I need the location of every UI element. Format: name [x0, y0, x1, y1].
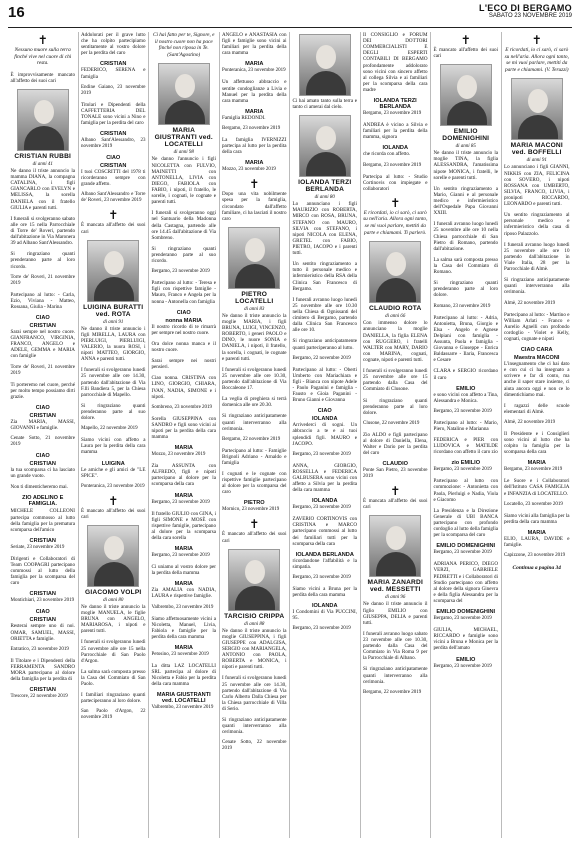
signature-name: LUIGINA [101, 460, 125, 467]
notice-text: Si ringraziano quanti prenderanno parte al loro dolore. [433, 280, 498, 299]
notice-text: Ne danno il triste annuncio il figlio EMILIO con GIUSEPPA, DELIA e parenti tutti. [363, 601, 428, 626]
place-date: Sombreno, 23 novembre 2019 [151, 404, 213, 410]
place-date: Bergamo, 23 novembre 2019 [292, 626, 351, 632]
place-date: Cenate Sotto, 21 novembre 2019 [10, 436, 75, 448]
obituary-columns [8, 32, 572, 838]
place-date: Bergamo, 23 novembre 2019 [433, 467, 492, 473]
deceased-name: CRISTIAN RUBBI [14, 153, 72, 161]
notice-text: Si ringraziano anticipatamente quanti parteciperanno al lutto. [292, 338, 357, 351]
signature-name: EMILIO DOMENIGHINI [436, 609, 496, 616]
notice-text: Con immenso dolore lo annunciano la moglie DANIELLA, la figlia ELENA con RUGGERO, i fratelli WALTER con MARY, DARIO con MARINA, cognati, cognate, nipoti e parenti tutti. [363, 320, 428, 363]
notice-text: la tua scomparsa ci ha lasciato un grande vuoto. [10, 467, 75, 480]
signature-name: EMILIO DOMENIGHINI [436, 543, 496, 550]
notice-text: Il Presidente e i Consiglieri sono vicini al lutto che ha colpito la famiglia per la scomparsa della cara [504, 430, 570, 456]
portrait-photo [17, 89, 69, 151]
place-date: Valbrembo, 23 novembre 2019 [151, 604, 214, 610]
deceased-age: di anni 88 [244, 621, 265, 627]
portrait-torso [94, 277, 134, 302]
notice-text: È improvvisamente mancato all'affetto dei suoi cari [10, 71, 75, 84]
place-date: Bergamo, 23 novembre 2019 [292, 451, 351, 457]
notice-text: GIULIA, MICHAEL, RICCARDO e famiglie sono vicini a Bruna e Monica per la perdita dell'amato [433, 627, 498, 652]
page-number: 16 [8, 4, 25, 21]
column-4 [220, 32, 291, 838]
notice-label: CIAO [35, 609, 50, 616]
notice-text: Ne danno il triste annuncio la mamma DIANA, la compagna CATALINA, i figli GIANCARLO con EVELYN e MELISSA, la sorella DANIELA con il fratello GIULIA e parenti tutti. [10, 168, 75, 211]
notice-text: e sono vicini con affetto a Tina, Alessandra e Monica. [433, 391, 498, 404]
notice-text: I tuoi COSCRITTI del 1978 ti ricorderanno sempre con grande affetto. [81, 169, 146, 188]
notice-text: Partecipano al lutto con commozione: - Antonietta con Paola, Pierluigi e Nadia, Viola e Giacomo [433, 478, 498, 503]
newspaper-name: L'ECO DI BERGAMO [479, 3, 572, 13]
place-date: Ponteranica, 23 novembre 2019 [81, 483, 145, 489]
notice-text: Ne danno il triste annuncio i figli MIRELLA, LAURA con PIERLUIGI, PIERLUIGI, VALERIO, la nuora ROSI, i nipoti MATTEO, GIORGIO, ANNA e parenti tutti. [81, 325, 146, 363]
place-date: Albano Sant'Alessandro e Torre de' Roveri, 23 novembre 2019 [81, 192, 146, 204]
notice-text: Siamo vicini con affetto a Laura per la perdita della cara mamma [81, 437, 146, 456]
notice-text: ANNA, GIORGIO, ROSSELLA e FEDERICA GALBUSERA sono vicini con affetto a Silvia per la perdita della cara mamma [292, 462, 357, 494]
notice-text: È mancata all'affetto dei suoi cari [81, 222, 146, 235]
portrait-photo [369, 241, 421, 303]
notice-text: Lo annunciano i figli GIANNI, NIKKIS con ZIA, FELICINA con SOVERO, i nipoti ROSSANA con UMBERTO, SILVIA, FRANCO, LIVIA, i pronipoti RICCARDO, LEONARDO e parenti tutti. [504, 164, 570, 208]
place-date: Bergamo, 23 novembre 2019 [363, 111, 422, 117]
place-date: Capizzone, 23 novembre 2019 [504, 553, 566, 559]
notice-text: MICHELE COLLEONI partecipa commosso al lutto della famiglia per la prematura scomparsa dell'amico [10, 508, 75, 533]
notice-text: I ragazzi delle scuole elementari di Almè. [504, 402, 570, 415]
notice-label: ZIO ADELINO E FAMIGLIA. [22, 495, 64, 508]
place-date: Bergamo, 23 novembre 2019 [433, 663, 492, 669]
deceased-name: IOLANDA TERZI BERLANDA [298, 179, 352, 194]
portrait-head [528, 89, 548, 113]
signature-name: EMILIO [456, 656, 476, 663]
portrait-torso [94, 562, 134, 587]
portrait-head [245, 238, 265, 262]
notice-text: La veglia di preghiera si terrà domenica alle ore 20.30. [222, 396, 287, 409]
signature-name: zio EMILIO [451, 460, 481, 467]
notice-text: Ora dolce nonna manca e il nostro cuore. [151, 340, 216, 353]
notice-text: I funerali avranno luogo lunedì 25 novembre alle ore 10 nella Chiesa parrocchiale di San Pietro di Romano, partendo dall'abitazione. [433, 221, 498, 252]
deceased-age: di anni 91 [103, 319, 124, 325]
notice-text: La salma sarà composta presso la Casa del Commiato di San Paolo. [81, 668, 146, 688]
deceased-name: TARCISIO CRIPPA [224, 612, 285, 620]
portrait-torso [306, 71, 346, 96]
column-8 [502, 32, 573, 838]
place-date: Bergamo, 23 novembre 2019 [222, 125, 281, 131]
notice-text: I funerali avranno luogo lunedì 25 novembre alle ore 10.30 nella Chiesa di Ognissanti del cimitero di Bergamo, partendo dalla Clinica San Francesco alle ore 10. [292, 296, 357, 334]
place-date: Mornico, 23 novembre 2019 [222, 507, 280, 513]
notice-label: CIAO CARA [520, 347, 553, 354]
signature-name: CLAUDIO [382, 461, 408, 468]
notice-text: I funerali avranno luogo lunedì 25 novembre alle ore 10 partendo dall'abitazione in Viale Italia, 28 per la Parrocchiale di Almè. [504, 241, 570, 273]
notice-text: ANDREA è vicino a Silvia e familiari per la perdita della mamma, signora [363, 122, 428, 141]
notice-text: ZAVERIO CORTINOVIS con CRISTINA e MARCO partecipano commossi al lutto dei familiari tutti per la scomparsa della cara [292, 516, 357, 547]
signature-name: CRISTIAN [29, 537, 56, 544]
place-date: Bergamo, 23 novembre 2019 [433, 616, 492, 622]
notice-text: È mancato all'affetto dei suoi cari [433, 47, 498, 60]
portrait-head [175, 74, 195, 98]
notice-label: CIAO [35, 453, 50, 460]
epigraph-quote: E ricordati, io ci sarò, ci sarò su nell'aria. Allora ogni tanto, se mi vuoi parlare, mettiti da parte e chiamami. (V. Teruzzi) [504, 47, 569, 73]
signature-name: IOLANDA [312, 416, 338, 423]
portrait-torso [165, 100, 205, 125]
place-date: Seriate, 23 novembre 2019 [10, 544, 65, 550]
portrait-torso [306, 152, 346, 177]
notice-text: È mancata all'affetto dei suoi cari [363, 498, 428, 511]
column-7 [431, 32, 502, 838]
signature-name: CRISTIAN [29, 323, 56, 330]
deceased-age: di anni 96 [385, 595, 406, 601]
deceased-name: MARIA ZANARDI ved. MESSETTI [367, 579, 423, 594]
notice-text: Partecipano al lutto: - Martino e William Arlati - Franco e Aurelio Agnelli con profondo cordoglio - Violet e Kelly, cognati, cognate e nipoti [504, 311, 570, 342]
page-header [8, 4, 572, 28]
notice-text: Addolorati per il grave lutto che ha colpito partecipiamo sentitamente al vostro dolore per la perdita del caro [81, 32, 146, 57]
deceased-name: GIACOMO VOLPI [85, 588, 142, 596]
place-date: Mozzo, 23 novembre 2019 [222, 167, 276, 173]
signature-name: MARIA [174, 492, 193, 499]
signature-name: MARIA [245, 61, 264, 68]
notice-text: Famiglia REDONDI. [222, 114, 266, 121]
cross-icon: ✝ [249, 517, 260, 532]
portrait-photo [511, 78, 563, 140]
notice-text: Partecipano al lutto: - Oberti Umberto con Mariachiara e figli - Bianca con nipote Adele - Paolo Paganini e famiglia - Fausto e Gioia Paganini - Bruno Gianni e Giovanna [292, 366, 357, 404]
notice-text: FEDERICA e PIER con LUDOVICA e MATILDE ricordano con affetto il caro zio [433, 437, 498, 456]
notice-text: È mancato all'affetto dei suoi cari [222, 531, 287, 544]
place-date: Almè, 22 novembre 2019 [504, 419, 556, 425]
place-date: Bergamo, 22 novembre 2019 [292, 355, 351, 361]
notice-text: L'insegnamento che ci hai dato e con cui ci ha insegnato a scrivere e far di conto, ma anche il saper stare insieme, ci aiuta ancora oggi e non ce lo dimentichiamo mai. [504, 361, 570, 398]
signature-name: IOLANDA [312, 603, 338, 610]
signature-name: IOLANDA TERZI BERLANDA [373, 98, 417, 111]
place-date: Bergamo, 23 novembre 2019 [151, 269, 210, 275]
notice-text: Non ti dimenticheremo mai. [10, 484, 68, 491]
portrait-head [457, 75, 477, 99]
notice-text: La Presidenza e la Direzione Generale di UBI BANCA partecipano con profondo cordoglio al lutto della famiglia per la scomparsa del caro [433, 507, 499, 539]
notice-text: Ci hai amato tanto sulla terra e tanto ci amerai dal cielo. [292, 98, 357, 111]
notice-label: CIAO [317, 408, 332, 415]
notice-text: Ne danno il triste annuncio la moglie TINA, la figlia ALESSANDRA, l'amatissima nipote MONICA, i fratelli, le sorelle e parenti tutti. [433, 150, 498, 181]
signature-name: CRISTIAN [29, 461, 56, 468]
place-date: Ponteranica, 23 novembre 2019 [222, 68, 286, 74]
notice-text: Il CONSIGLIO e FORUM DEI DOTTORI COMMERCIALISTI E DEGLI ESPERTI CONTABILI DI BERGAMO profondamente addolorato sono vicini con sincero affetto al collega Silvia e ai familiari per la scomparsa della cara madre [363, 32, 428, 93]
cross-icon: ✝ [108, 208, 119, 223]
notice-text: Titolari e Dipendenti della CAFFETTERIA DEL TONALE sono vicini a Nino e famiglia per la perdita del caro [81, 101, 146, 126]
notice-text: I funerali si svolgeranno lunedì 25 novembre alle ore 14.30, partendo dall'abitazione di Via F.lli Bandiera 5, per la Chiesa parrocchiale di Mapello. [81, 367, 146, 398]
place-date: San Paolo d'Argon, 22 novembre 2019 [81, 709, 146, 721]
notice-text: Partecipano al lutto: - Carla, Ezio, Viviana - Matteo, Rossana, Giulia - Marina [10, 291, 75, 310]
notice-text: ANGELO e ANASTASIA con figli e famiglie sono vicini ai familiari per la perdita della cara mamma [222, 32, 287, 57]
place-date: Endine Gaiano, 23 novembre 2019 [81, 84, 146, 96]
signature-name: MARIA [174, 645, 193, 652]
deceased-name: MARIA MACONI ved. BOFFELLI [510, 142, 563, 157]
signature-name: CRISTIAN [100, 131, 127, 138]
notice-text: Ciao nonna. CRISTINA con LINO, GIORGIO, CHIARA, IVAN, NADIA, SIMONE e i nipoti. [151, 375, 216, 400]
portrait-head [316, 126, 336, 150]
epigraph-quote: E ricordati, io ci sarò, ci sarò su nell'aria. Allora ogni tanto, se mi vuoi parlare, mettiti da parte e chiamami. Ti parlerò. [363, 209, 428, 236]
notice-text: che ricorda con affetto. [363, 151, 411, 158]
place-date: Entratico, 23 novembre 2019 [10, 646, 69, 652]
portrait-photo [369, 515, 421, 577]
portrait-torso [235, 586, 275, 611]
signature-name: MARIA GIUSTRANTI ved. LOCATELLI [156, 692, 211, 705]
notice-text: I familiari ringraziano quanti parteciperanno al loro dolore. [81, 692, 146, 705]
place-date: Almè, 22 novembre 2019 [504, 300, 556, 306]
place-date: Montichiari, 23 novembre 2019 [10, 598, 75, 604]
signature-name: MARIA [174, 445, 193, 452]
portrait-torso [24, 126, 64, 151]
epigraph-quote: Ci hai fatto per te, Signore, e il nostro cuore non ha pace finché non riposa in Te. (Sant'Agostino) [152, 32, 215, 58]
deceased-age: di anni 98 [173, 150, 194, 156]
place-date: Albano Sant'Alessandro, 23 novembre 2019 [81, 138, 146, 150]
deceased-age: di anni 41 [32, 162, 53, 168]
place-date: Romano, 23 novembre 2019 [433, 303, 491, 309]
place-date: Bergamo, 22 novembre 2019 [363, 689, 422, 695]
deceased-age: di anni 83 [244, 306, 265, 312]
notice-text: Un sentito ringraziamento al personale medico e infermieristico della casa di riposo Palazzolo. [504, 212, 570, 237]
deceased-age: di anni 91 [526, 158, 547, 164]
deceased-name: CLAUDIO ROTA [369, 305, 422, 313]
notice-text: Siamo vicini a Bruna per la perdita della cara mamma [292, 586, 357, 599]
deceased-name: PIETRO LOCATELLI [235, 290, 274, 305]
notice-text: Il nostro ricordo di te rimarrà per sempre nel nostro cuore. [151, 323, 216, 336]
place-date: Cenate Sotto, 22 novembre 2019 [222, 740, 287, 752]
notice-text: La famiglia IVERNIZZI partecipa al lutto per la perdita della cara [222, 136, 287, 156]
portrait-photo [87, 240, 139, 302]
issue-date: SABATO 23 NOVEMBRE 2019 [488, 13, 572, 20]
signature-name: MARIA [245, 160, 264, 167]
notice-text: Le amiche e gli amici de "LE SPICE". [81, 466, 146, 479]
notice-text: I funerali si svolgeranno lunedì 25 novembre alle ore 10.30, partendo dall'abitazione di Via Boccaleone 17. [222, 366, 287, 392]
notice-text: Siamo vicini alla famiglia per la perdita della cara mamma [504, 512, 570, 525]
portrait-head [104, 536, 124, 560]
signature-name: CRISTIAN [29, 412, 56, 419]
notice-text: ELIO, LAURA, DAVIDE e famiglie. [504, 535, 570, 549]
portrait-head [386, 526, 406, 550]
notice-text: Zia AMALIA con NADIA, LAURA e rispettive famiglie. [151, 587, 216, 600]
place-date: Bergamo, 23 novembre 2019 [504, 467, 563, 473]
notice-text: ADRIANA PERICO, DIEGO VERZI, GABRIELE PEDRETTI e i Collaboratori di Studio partecipano con affetto al dolore della signora Ginevra e della figlia Alessandra per la scomparsa del [433, 561, 498, 605]
signature-name: CRISTIAN [100, 61, 127, 68]
notice-text: Ne danno il triste annuncio la moglie GIUSEPPINA, i figli GIUSEPPE con ADALGISA, SERGIO con MARIANGELA, ANTONIO con PAOLA, ROBERTA e MONICA, i nipoti e parenti tutti. [222, 627, 287, 671]
notice-text: Arrivederci di sogni. Un abbraccio a te e ai tuoi splendidi figli. MAURO e JACOPO. [292, 422, 357, 447]
notice-label: CIAO [176, 309, 191, 316]
notice-text: Il Titolare e i Dipendenti della FERRAMENTA SANDRO MORA partecipano al dolore della famiglia per la perdita di [10, 657, 75, 683]
place-date: Bergamo, 22 novembre 2019 [222, 436, 281, 442]
signature-name: IOLANDA [382, 145, 408, 152]
cross-icon: ✝ [531, 33, 542, 47]
notice-text: CLARA e SERGIO ricordano il caro [433, 368, 498, 381]
notice-text: I funerali si svolgeranno lunedì 25 novembre alle ore 14.30, partendo dall'abitazione di Via Carlo Alberto Dalla Chiesa per la Chiesa parrocchiale di Villa di Serio. [222, 675, 287, 713]
notice-text: La ditta LAZ LOCATELLI SRL partecipa al dolore di Nicoletta e Fabio per la perdita della cara mamma [151, 663, 216, 688]
notice-text: Partecipa al lutto: - Studio Cortinovis con impiegate e collaboratori [363, 173, 428, 192]
signature-name: MARIA [245, 108, 264, 115]
notice-text: Partecipano al lutto: - Famiglie Brignoli Adriano - Arnaldo e famiglia [222, 447, 287, 466]
notice-text: I funerali si svolgeranno oggi nel Santuario della Madonna della Castagna, partendo alle ore 14.45 dall'abitazione di Via Sombreno. [151, 210, 216, 241]
newspaper-masthead [479, 4, 572, 20]
continuation-note: Continua a pagina 34 [512, 565, 561, 572]
notice-text: È mancato all'affetto dei suoi cari [81, 507, 146, 520]
notice-text: Ci uniamo al vostro dolore per la perdita della mamma [151, 564, 216, 577]
notice-text: I funerali avranno luogo sabato 23 novembre alle ore 10.30, partendo dalla Casa del Commiato in Via Roma 9 per la Parrocchiale di Albano. [363, 630, 428, 662]
column-5 [290, 32, 361, 838]
notice-text: Lo annunciano i figli MAURIZIO con ROBERTA, MIRCO con ROSA, BRUNA, STEFANO con MAURO, SILVIA con STEFANO, i nipoti NICOLA con ELENA, GRETEL con FABIO, PIETRO, IACOPO e i parenti tutti. [292, 201, 357, 257]
portrait-head [104, 251, 124, 275]
deceased-name: MARIA GIUSTRANTI ved. LOCATELLI [154, 127, 213, 149]
notice-text: Si ringraziano quanti prenderanno parte al suo ricordo. [151, 245, 216, 265]
place-date: Bergamo, 23 novembre 2019 [151, 499, 210, 505]
notice-text: Si ringraziano anticipatamente quanti interverranno alla cerimonia. [222, 717, 287, 736]
signature-name: PIETRO [243, 500, 265, 507]
place-date: Valbrembo, 23 novembre 2019 [151, 705, 214, 711]
notice-text: Zia ASSUNTA con ALFREDO, figli e nipoti partecipano al dolore per la scomparsa della cara [151, 463, 216, 488]
signature-name: MARIA [174, 546, 193, 553]
place-date: Bergamo, 23 novembre 2019 [292, 505, 351, 511]
place-date: Mozzo, 23 novembre 2019 [151, 452, 206, 458]
cross-icon: ✝ [249, 177, 260, 192]
portrait-head [316, 45, 336, 69]
portrait-photo [87, 525, 139, 587]
portrait-torso [235, 264, 275, 289]
notice-text: Ne danno l'annuncio i figli NICOLETTA con FULVIO, MAINETTI con ANTONELLA, LIVIA con DIEGO, FABIOLA con FABIO, i nipoti, il fratello, le sorelle, i cognati, le cognate e parenti tutti. [151, 156, 216, 206]
portrait-photo [299, 115, 351, 177]
signature-name: CRISTIAN [29, 591, 56, 598]
place-date: Bergamo, 23 novembre 2019 [151, 553, 210, 559]
deceased-age: di anni 80 [103, 597, 124, 603]
signature-name: MARIA [527, 529, 546, 536]
column-2 [79, 32, 150, 838]
notice-text: Ne danno il triste annuncio la moglie MARIA, i figli BRUNA, LUIGI, VINCENZO, ROBERTO, i generi PAOLO e DINO, le nuore SONIA e DANIELA, i nipoti, il fratello, la sorella, i cognati, le cognate e parenti tutti. [222, 312, 287, 362]
portrait-torso [518, 115, 558, 140]
signature-name: MARIA [174, 581, 193, 588]
notice-text: I cognati e le cognate con rispettive famiglie partecipano al dolore per la scomparsa del caro [222, 471, 287, 496]
signature-name: MARIA [527, 460, 546, 467]
portrait-photo [299, 34, 351, 96]
portrait-head [245, 560, 265, 584]
notice-text: Si ringraziano quanti prenderanno parte al loro dolore. [363, 397, 428, 416]
column-1 [8, 32, 79, 838]
signature-name: CRISTIAN [29, 687, 56, 694]
signature-name: Maestra MACONI [514, 355, 560, 362]
notice-text: Ne danno il triste annuncio la moglie MANUELA, le figlie BRUNA con ANGELO, MARIAROSA, i nipoti e parenti tutti. [81, 603, 146, 635]
place-date: Mapello, 22 novembre 2019 [81, 426, 138, 432]
deceased-age: di anni 80 [314, 195, 335, 201]
deceased-name: LUIGINA BURATTI ved. ROTA [83, 303, 144, 318]
notice-text: Si ringraziano anticipatamente quanti interverranno alla cerimonia. [363, 666, 428, 685]
notice-label: CIAO [35, 315, 50, 322]
portrait-photo [440, 64, 492, 126]
notice-text: ricordandone l'affabilità e la simpatia. [292, 557, 357, 570]
deceased-age: di anni 66 [385, 314, 406, 320]
cross-icon: ✝ [460, 33, 471, 47]
notice-text: Si ringraziano quanti prenderanno parte al loro ricordo. [10, 251, 75, 270]
portrait-torso [376, 552, 416, 577]
notice-text: I funerali si svolgeranno lunedì 25 novembre alle ore 15 nella Parrocchiale di San Paolo d'Argon. [81, 639, 146, 664]
notice-text: Si ringraziano anticipatamente quanti interverranno alla cerimonia. [222, 413, 287, 432]
place-date: Clusone, 22 novembre 2019 [363, 420, 420, 426]
signature-name: IOLANDA BERLANDA [295, 551, 354, 558]
notice-text: Dopo una vita nobilmente spesa per la famiglia, circondato dall'affetto familiare, ci ha lasciati il nostro caro [222, 191, 287, 222]
notice-text: Partecipano al lutto: - Mario, Piero, Natalino e Marianna [433, 419, 498, 432]
signature-name: nonna MARIA [165, 317, 203, 324]
notice-text: FEDERICO, SERENA e famiglia [81, 67, 146, 80]
notice-text: Sarai sempre nel nostro cuore. GIANFRANCO, VIRGINIA, FRANCO, ANGELO e ADELE, GEMMA e MARIA con famiglie [10, 329, 75, 360]
signature-name: CRISTIAN [29, 617, 56, 624]
epigraph-quote: Nessuno muore sulla terra finché vive nel cuore di chi resta. [14, 47, 72, 67]
portrait-torso [447, 101, 487, 126]
cross-icon: ✝ [390, 195, 401, 210]
notice-text: Il fratello GIULIO con GINA, i figli SIMONE e MOSÈ con rispettive famiglie, partecipano al dolore per la scomparsa della cara sorella [151, 510, 217, 542]
notice-text: Zio ALDO e figli partecipano al dolore di Daniella, Elena, Walter e Dario per la perdita del caro [363, 431, 428, 457]
notice-text: Siamo affettuosamente vicini a Nicoletta, Manuel, Livia, Fabiola e famiglie per la perdita della cara mamma [151, 615, 216, 640]
portrait-photo [228, 549, 280, 611]
place-date: Torre de' Roveri, 21 novembre 2019 [10, 364, 75, 376]
portrait-head [34, 100, 54, 124]
signature-name: IOLANDA [312, 498, 338, 505]
signature-name: CRISTIAN [100, 163, 127, 170]
notice-text: Sorella GIUSEPPINA con SANDRO e figli sono vicini ai nipoti per la perdita della cara mamma [151, 415, 216, 441]
place-date: Bergamo, 23 novembre 2019 [292, 575, 351, 581]
deceased-age: di anni 85 [455, 144, 476, 150]
cross-icon: ✝ [390, 484, 401, 499]
cross-icon: ✝ [37, 33, 48, 47]
place-date: Locatello, 23 novembre 2019 [504, 501, 563, 507]
notice-text: Partecipano al lutto: - Teresa e figli con rispettive famiglie - Mauro, Franco e Angela per la nonna - Antonella con famiglia [151, 280, 216, 305]
cross-icon: ✝ [108, 493, 119, 508]
notice-text: La salma sarà composta presso la Casa del Commiato di Romano. [433, 256, 498, 276]
notice-text: I funerali si svolgeranno lunedì 25 novembre alle ore 15 partendo dalla Casa del Commiato di Clusone. [363, 368, 428, 393]
place-date: Bergamo, 23 novembre 2019 [363, 162, 422, 168]
notice-text: Sarai sempre nei nostri pensieri. [151, 358, 216, 371]
notice-text: Dirigenti e Collaboratori di Team COOPAGRI partecipano commossi al lutto della famiglia per la scomparsa del caro [10, 555, 75, 587]
notice-text: I Condomini di Via PUCCINI, 95. [292, 609, 357, 622]
place-date: Torre de' Roveri, 21 novembre 2019 [10, 274, 75, 286]
deceased-name: EMILIO DOMENIGHINI [442, 128, 490, 143]
place-date: Bergamo, 23 novembre 2019 [433, 408, 492, 414]
notice-text: Si ringraziano anticipatamente quanti interverranno alla cerimonia. [504, 277, 570, 296]
place-date: Bergamo, 23 novembre 2019 [433, 550, 492, 556]
portrait-torso [376, 278, 416, 303]
column-3 [149, 32, 220, 838]
portrait-photo [228, 227, 280, 289]
column-6 [361, 32, 432, 838]
notice-text: Un sentito ringraziamento a Mario, Gianni e al personale medico e infermieristico dell'Ospedale Papa Giovanni XXIII. [433, 185, 498, 217]
notice-label: CIAO [35, 404, 50, 411]
notice-text: Un sentito ringraziamento a tutto il personale medico e infermieristico della RSA della Clinica San Francesco di Bergamo. [292, 261, 357, 292]
place-date: Trescore, 22 novembre 2019 [10, 694, 68, 700]
notice-text: Zia MARIA, MASSI, GIOVANNI e famiglie. [10, 418, 75, 431]
signature-name: EMILIO [456, 385, 476, 392]
notice-label: CIAO [106, 155, 121, 162]
notice-text: Si ringraziano quanti prenderanno parte al suo dolore. [81, 402, 146, 422]
portrait-head [386, 252, 406, 276]
place-date: Ponte San Pietro, 23 novembre 2019 [363, 468, 428, 480]
notice-text: Resterai sempre uno di noi. OMAR, SAMUEL, MASSI, ORIETTA e famiglie. [10, 623, 75, 642]
notice-text: Le Suore e i Collaboratori dell'Istituto CASA FAMIGLIA e INFANZIA di LOCATELLO. [504, 478, 570, 497]
notice-text: I funerali si svolgeranno sabato alle ore 15 nella Parrocchiale di Torre de' Roveri, partendo dall'abitazione in Via Maronera 39 ad Albano Sant'Alessandro. [10, 215, 75, 247]
notice-text: Ti porteremo nel cuore, perché per molto tempo possiamo dirti grazie. [10, 381, 75, 400]
place-date: Petosino, 23 novembre 2019 [151, 652, 209, 658]
notice-text: Un affettuoso abbraccio e sentite condoglianze a Livia e Manuel per la perdita della cara mamma [222, 79, 287, 104]
portrait-photo [158, 63, 210, 125]
notice-text: Partecipano al lutto: - Adria, Antonietta, Bruna, Giorgio e Elsa - Angelo e Agnese Delpiani con famiglia - Assunta, Paola e famiglia - Giovanna e Giuseppe - Enrica Baldassarre - Ilaria, Francesca e Cesare [433, 314, 498, 364]
